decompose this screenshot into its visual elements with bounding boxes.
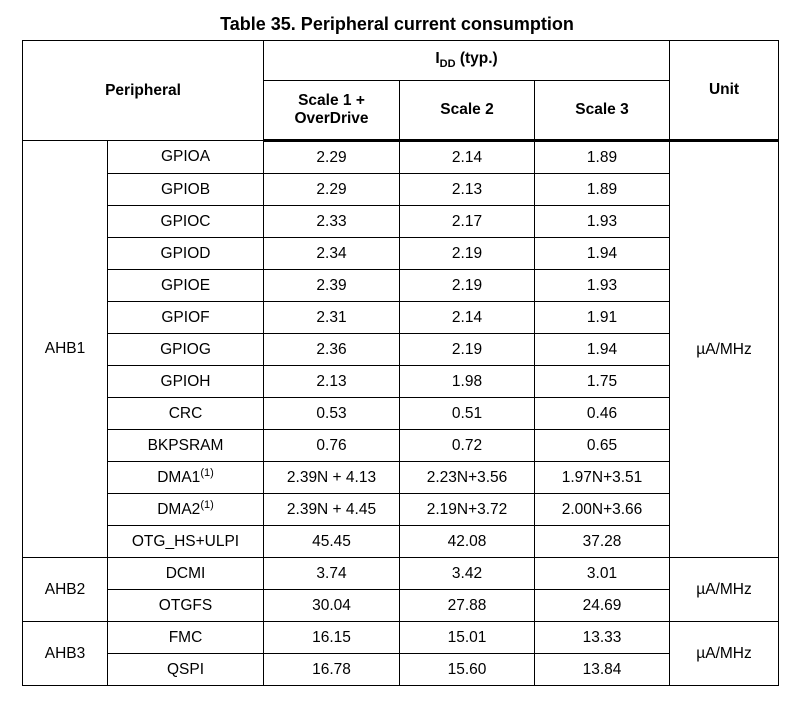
value-cell-s2: 15.60 xyxy=(400,654,535,686)
peripheral-name: CRC xyxy=(168,404,203,422)
table-row xyxy=(23,622,779,654)
value-cell-s2: 2.17 xyxy=(400,206,535,238)
peripheral-name: GPIOG xyxy=(160,340,211,358)
peripheral-name: GPIOA xyxy=(160,148,211,165)
value-cell-s2: 0.72 xyxy=(400,430,535,462)
value-cell-s1: 0.76 xyxy=(264,430,400,462)
value-cell-s3: 1.89 xyxy=(535,174,670,206)
table-title: Table 35. Peripheral current consumption xyxy=(220,14,574,34)
peripheral-name: GPIOB xyxy=(160,180,211,198)
peripheral-cell xyxy=(108,366,264,398)
table-row xyxy=(23,302,779,334)
value-cell-s2: 2.19N+3.72 xyxy=(400,494,535,526)
table-body xyxy=(23,141,779,686)
value-cell-s3: 1.75 xyxy=(535,366,670,398)
peripheral-cell xyxy=(108,174,264,206)
value-cell-s2: 15.01 xyxy=(400,622,535,654)
header-idd-sub: DD xyxy=(439,58,456,71)
header-scale3: Scale 3 xyxy=(535,81,670,141)
peripheral-name: GPIOE xyxy=(160,276,211,294)
header-unit: Unit xyxy=(670,41,779,141)
table-row xyxy=(23,174,779,206)
header-scale1-line2: OverDrive xyxy=(294,110,369,127)
peripheral-cell xyxy=(108,462,264,494)
value-cell-s1: 2.34 xyxy=(264,238,400,270)
table-row xyxy=(23,590,779,622)
value-cell-s3: 1.89 xyxy=(535,141,670,174)
value-cell-s2: 2.19 xyxy=(400,270,535,302)
value-cell-s1: 2.29 xyxy=(264,174,400,206)
bus-group-cell: AHB2 xyxy=(23,558,108,622)
bus-group-cell: AHB1 xyxy=(23,141,108,558)
table-row xyxy=(23,141,779,174)
value-cell-s2: 27.88 xyxy=(400,590,535,622)
peripheral-name: BKPSRAM xyxy=(147,436,224,454)
value-cell-s3: 1.93 xyxy=(535,270,670,302)
table-row xyxy=(23,494,779,526)
peripheral-cell xyxy=(108,398,264,430)
peripheral-cell xyxy=(108,654,264,686)
table-row xyxy=(23,398,779,430)
value-cell-s3: 37.28 xyxy=(535,526,670,558)
header-scale1-line1: Scale 1 + xyxy=(298,92,365,109)
value-cell-s1: 2.33 xyxy=(264,206,400,238)
value-cell-s3: 1.93 xyxy=(535,206,670,238)
peripheral-cell xyxy=(108,590,264,622)
value-cell-s1: 2.39 xyxy=(264,270,400,302)
value-cell-s3: 13.33 xyxy=(535,622,670,654)
table-row xyxy=(23,430,779,462)
peripheral-name: DCMI xyxy=(165,564,206,582)
value-cell-s2: 42.08 xyxy=(400,526,535,558)
peripheral-cell xyxy=(108,558,264,590)
table-row xyxy=(23,238,779,270)
peripheral-cell xyxy=(108,238,264,270)
table-row xyxy=(23,526,779,558)
table-row xyxy=(23,270,779,302)
value-cell-s3: 3.01 xyxy=(535,558,670,590)
header-idd-suffix: (typ.) xyxy=(455,50,498,68)
value-cell-s1: 2.29 xyxy=(264,141,400,174)
peripheral-cell xyxy=(108,494,264,526)
header-scale1 xyxy=(264,81,400,141)
peripheral-name: GPIOH xyxy=(160,372,211,390)
peripheral-name: FMC xyxy=(168,628,203,646)
value-cell-s2: 2.14 xyxy=(400,302,535,334)
peripheral-cell xyxy=(108,141,264,174)
table-row xyxy=(23,558,779,590)
value-cell-s3: 1.94 xyxy=(535,334,670,366)
unit-cell: µA/MHz xyxy=(670,558,779,622)
value-cell-s1: 2.36 xyxy=(264,334,400,366)
value-cell-s3: 1.91 xyxy=(535,302,670,334)
value-cell-s1: 3.74 xyxy=(264,558,400,590)
unit-cell: µA/MHz xyxy=(670,622,779,686)
value-cell-s1: 2.39N + 4.13 xyxy=(264,462,400,494)
table-row xyxy=(23,334,779,366)
value-cell-s1: 2.31 xyxy=(264,302,400,334)
value-cell-s1: 2.13 xyxy=(264,366,400,398)
table-row xyxy=(23,654,779,686)
value-cell-s1: 16.15 xyxy=(264,622,400,654)
value-cell-s2: 3.42 xyxy=(400,558,535,590)
peripheral-name: GPIOF xyxy=(161,308,210,326)
value-cell-s3: 13.84 xyxy=(535,654,670,686)
table-row xyxy=(23,366,779,398)
value-cell-s2: 2.23N+3.56 xyxy=(400,462,535,494)
value-cell-s2: 2.13 xyxy=(400,174,535,206)
header-idd-main: I xyxy=(435,50,440,68)
peripheral-name: GPIOC xyxy=(160,212,211,230)
peripheral-cell xyxy=(108,302,264,334)
header-idd xyxy=(264,41,670,81)
unit-cell: µA/MHz xyxy=(670,141,779,558)
value-cell-s2: 1.98 xyxy=(400,366,535,398)
footnote-marker: (1) xyxy=(200,498,214,511)
value-cell-s1: 30.04 xyxy=(264,590,400,622)
peripheral-name: OTG_HS+ULPI xyxy=(131,532,240,550)
peripheral-cell xyxy=(108,430,264,462)
value-cell-s3: 1.94 xyxy=(535,238,670,270)
value-cell-s3: 0.46 xyxy=(535,398,670,430)
value-cell-s1: 45.45 xyxy=(264,526,400,558)
peripheral-name: DMA1 xyxy=(157,468,201,486)
peripheral-cell xyxy=(108,622,264,654)
peripheral-name: GPIOD xyxy=(160,244,211,262)
table-row xyxy=(23,206,779,238)
value-cell-s2: 2.19 xyxy=(400,238,535,270)
footnote-marker: (1) xyxy=(200,466,214,479)
value-cell-s3: 2.00N+3.66 xyxy=(535,494,670,526)
value-cell-s2: 2.14 xyxy=(400,141,535,174)
header-scale2: Scale 2 xyxy=(400,81,535,141)
peripheral-name: OTGFS xyxy=(158,596,213,614)
value-cell-s1: 16.78 xyxy=(264,654,400,686)
bus-group-cell: AHB3 xyxy=(23,622,108,686)
peripheral-name: DMA2 xyxy=(157,500,201,518)
peripheral-cell xyxy=(108,270,264,302)
value-cell-s2: 0.51 xyxy=(400,398,535,430)
value-cell-s2: 2.19 xyxy=(400,334,535,366)
value-cell-s1: 2.39N + 4.45 xyxy=(264,494,400,526)
value-cell-s1: 0.53 xyxy=(264,398,400,430)
header-peripheral: Peripheral xyxy=(23,41,264,141)
value-cell-s3: 0.65 xyxy=(535,430,670,462)
peripheral-cell xyxy=(108,206,264,238)
value-cell-s3: 24.69 xyxy=(535,590,670,622)
table-row xyxy=(23,462,779,494)
peripheral-cell xyxy=(108,526,264,558)
peripheral-cell xyxy=(108,334,264,366)
value-cell-s3: 1.97N+3.51 xyxy=(535,462,670,494)
peripheral-name: QSPI xyxy=(166,660,205,678)
peripheral-current-table xyxy=(22,40,779,686)
